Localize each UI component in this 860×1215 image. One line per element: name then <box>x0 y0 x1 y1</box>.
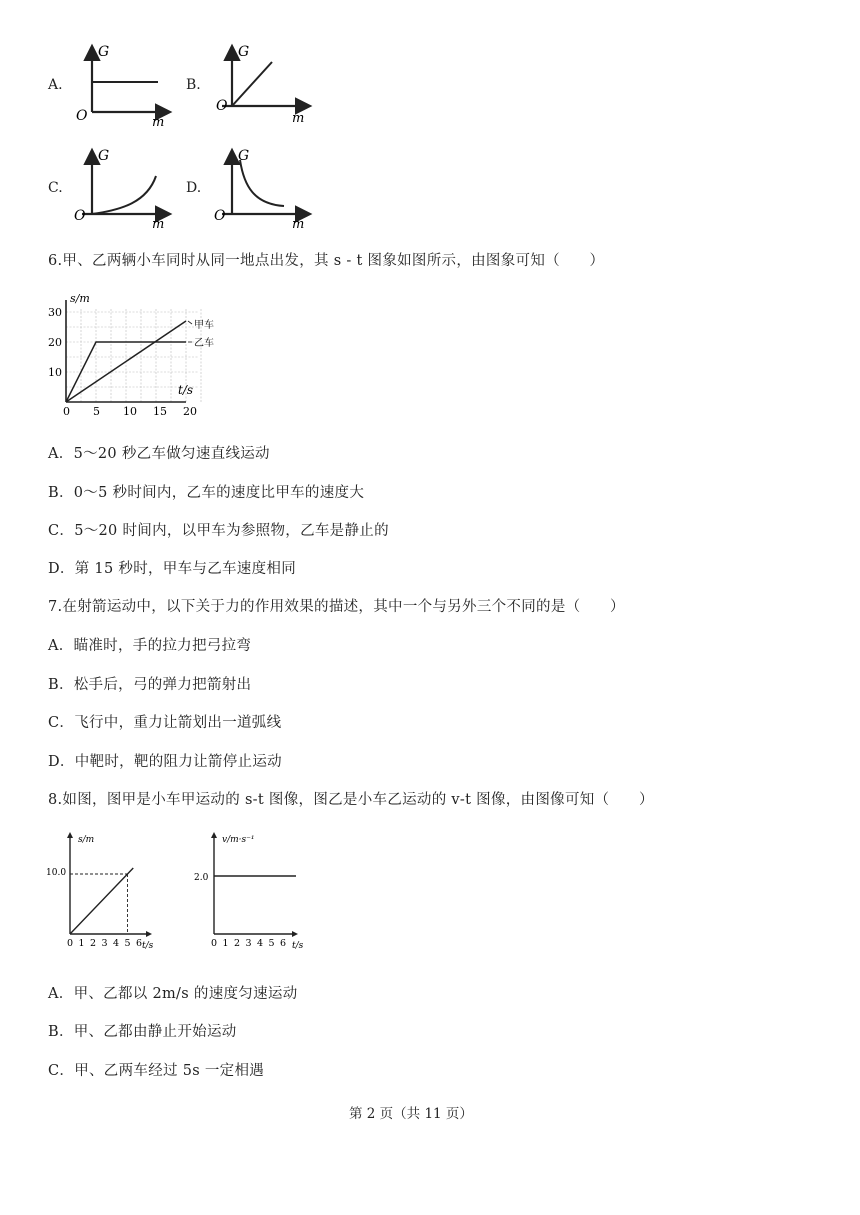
y-axis-label: s/m <box>70 292 90 305</box>
marked-value: 2.0 <box>194 873 209 883</box>
y-axis-label: s/m <box>78 835 95 845</box>
x-tick-label: 5 <box>268 938 275 949</box>
x-tick-label: 10 <box>123 405 137 418</box>
q8-option-c[interactable]: C．甲、乙两车经过 5s 一定相遇 <box>48 1063 265 1079</box>
x-tick-label: 2 <box>90 938 97 949</box>
s-t-line <box>70 868 133 934</box>
x-tick-label: 6 <box>136 938 143 949</box>
x-axis-label: t/s <box>178 383 194 397</box>
option-label: D. <box>186 180 202 196</box>
x-tick-label: 15 <box>153 405 167 418</box>
origin-label: O <box>214 208 226 224</box>
x-tick-label: 3 <box>245 938 252 949</box>
q7-option-d[interactable]: D．中靶时，靶的阻力让箭停止运动 <box>48 754 282 770</box>
question-6-stem: 6.甲、乙两辆小车同时从同一地点出发，其 s - t 图象如图所示，由图象可知（ ） <box>48 253 605 269</box>
origin-label: O <box>216 98 228 114</box>
x-tick-label: 0 <box>63 405 70 418</box>
x-tick-label: 5 <box>93 405 100 418</box>
graph-a <box>72 42 172 128</box>
origin-label: O <box>76 108 88 124</box>
x-axis-label: m <box>292 217 305 232</box>
x-tick-label: 6 <box>280 938 287 949</box>
graph-b <box>212 42 312 128</box>
q6-st-chart <box>44 290 214 420</box>
q6-option-c[interactable]: C．5～20 时间内，以甲车为参照物，乙车是静止的 <box>48 523 389 539</box>
option-label: B. <box>186 77 201 93</box>
y-axis-label: v/m·s⁻¹ <box>222 835 255 845</box>
q8-option-a[interactable]: A．甲、乙都以 2m/s 的速度匀速运动 <box>48 986 298 1002</box>
x-tick-label: 5 <box>124 938 131 949</box>
marked-value: 10.0 <box>46 868 67 878</box>
q6-option-b[interactable]: B．0～5 秒时间内，乙车的速度比甲车的速度大 <box>48 485 365 501</box>
option-label: C. <box>48 180 63 196</box>
series-label-jia: 甲车 <box>194 320 214 331</box>
graph-c <box>72 146 172 232</box>
x-axis-label: m <box>152 217 165 232</box>
y-tick-label: 30 <box>48 306 62 319</box>
x-tick-label: 4 <box>113 938 120 949</box>
x-tick-label: 0 <box>67 938 74 949</box>
x-tick-label: 0 <box>211 938 218 949</box>
y-axis-label: G <box>238 148 250 164</box>
q6-option-a[interactable]: A．5～20 秒乙车做匀速直线运动 <box>48 446 270 462</box>
y-axis-label: G <box>238 44 250 60</box>
q7-option-c[interactable]: C．飞行中，重力让箭划出一道弧线 <box>48 715 282 731</box>
option-label: A. <box>48 77 63 93</box>
label-leader <box>188 321 192 324</box>
y-tick-label: 10 <box>48 366 62 379</box>
x-tick-label: 4 <box>257 938 264 949</box>
x-axis-label: m <box>152 115 165 130</box>
q8-option-b[interactable]: B．甲、乙都由静止开始运动 <box>48 1024 237 1040</box>
graph-d <box>212 146 312 232</box>
q8-vt-chart-yi <box>192 828 314 952</box>
q6-option-d[interactable]: D．第 15 秒时，甲车与乙车速度相同 <box>48 561 296 577</box>
x-tick-label: 1 <box>78 938 85 949</box>
x-tick-label: 2 <box>234 938 241 949</box>
x-tick-label: 1 <box>222 938 229 949</box>
y-axis-label: G <box>98 148 110 164</box>
x-axis-label: m <box>292 111 305 126</box>
y-axis-label: G <box>98 44 110 60</box>
x-axis-label: t/s <box>142 941 154 951</box>
x-tick-label: 3 <box>101 938 108 949</box>
x-axis-label: t/s <box>292 941 304 951</box>
series-label-yi: 乙车 <box>194 338 214 349</box>
q8-st-chart-jia <box>44 828 154 952</box>
question-8-stem: 8.如图，图甲是小车甲运动的 s-t 图像，图乙是小车乙运动的 v-t 图像，由图像可知（ ） <box>48 792 654 808</box>
origin-label: O <box>74 208 86 224</box>
page-footer: 第 2 页（共 11 页） <box>349 1106 473 1122</box>
q7-option-b[interactable]: B．松手后，弓的弹力把箭射出 <box>48 677 252 693</box>
x-tick-label: 20 <box>183 405 197 418</box>
question-7-stem: 7.在射箭运动中，以下关于力的作用效果的描述，其中一个与另外三个不同的是（ ） <box>48 599 625 615</box>
y-tick-label: 20 <box>48 336 62 349</box>
q7-option-a[interactable]: A．瞄准时，手的拉力把弓拉弯 <box>48 638 252 654</box>
